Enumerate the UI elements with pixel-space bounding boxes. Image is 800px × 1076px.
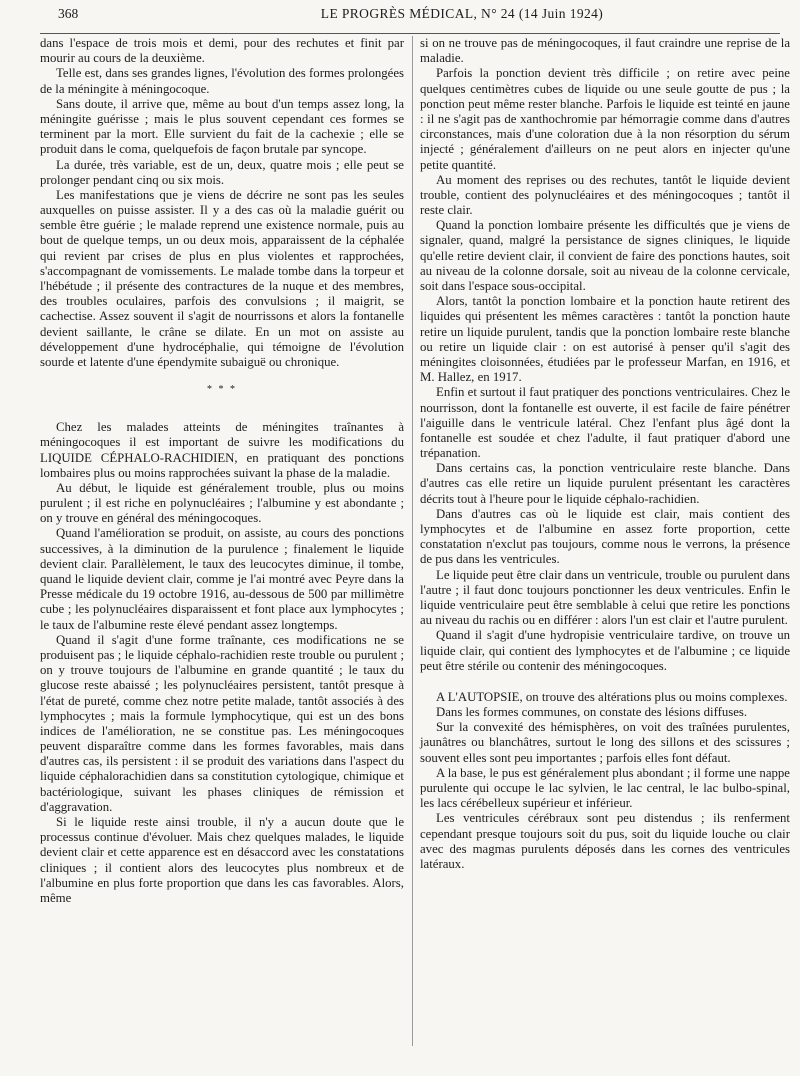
paragraph: dans l'espace de trois mois et demi, pour des rechutes et finit par mourir au cours de la deuxième. [40,36,404,66]
paragraph: Quand il s'agit d'une hydropisie ventriculaire tardive, on trouve un liquide clair, qui contient des lymphocytes et de l'albumine ; ce liquide peut être stérile ou contenir des méningocoques. [420,628,790,673]
left-column [40,36,404,906]
paragraph: Dans les formes communes, on constate des lésions diffuses. [436,705,748,720]
section-gap [420,674,790,690]
paragraph: Quand l'amélioration se produit, on assiste, au cours des ponctions successives, à la diminution de la purulence ; finalement le liquide devient clair. Parallèlement, le taux des leucocytes diminue, il tombe, quand le liquide devient clair, comme je l'ai montré avec Peyre dans la Presse médicale du 19 octobre 1916, au-dessous de 500 par millimètre cube ; les polynucléaires disparaissent et font place aux lymphocytes ; le taux de l'albumine reste élevé pendant assez longtemps. [40,526,404,632]
paragraph: Le liquide peut être clair dans un ventricule, trouble ou purulent dans l'autre ; il faut donc toujours ponctionner les deux ventricules. Enfin le liquide ventriculaire peut être semblable à celui que retire les ponctions au niveau du rachis ou en différer : alors l'un est clair et l'autre purulent. [420,567,790,628]
paragraph: Parfois la ponction devient très difficile ; on retire avec peine quelques centimètres cubes de liquide ou une seule goutte de pus ; la ponction peut même rester blanche. Parfois le liquide est teinté en jaune : il ne s'agit pas de xanthochromie par hémorragie comme dans d'autres circonstances, mais d'une coloration due à la non résorption du sérum injecté ; généralement d'ailleurs on ne peut alors en injecter qu'une petite quantité. [420,66,790,172]
column-divider [412,36,413,1046]
paragraph: Quand la ponction lombaire présente les difficultés que je viens de signaler, quand, malgré la persistance de signes cliniques, le liquide qu'elle retire devient clair, il convient de faire des ponctions hautes, soit au niveau de la colonne dorsale, soit au niveau de la colonne cervicale, soit dans l'espace sous-occipital. [420,218,790,293]
paragraph: A la base, le pus est généralement plus abondant ; il forme une nappe purulente qui occupe le lac sylvien, le lac central, le lac bulbo-spinal, les lacs cérébelleux supérieur et inférieur. [420,765,790,811]
right-column [420,36,790,872]
paragraph: Dans certains cas, la ponction ventriculaire reste blanche. Dans d'autres cas elle retire un liquide purulent présentant les caractères décrits tout à l'heure pour le liquide céphalo-rachidien. [420,461,790,506]
paragraph: Au moment des reprises ou des rechutes, tantôt le liquide devient trouble, contient des polynucléaires et des méningocoques ; tantôt il reste clair. [420,172,790,218]
paragraph: Chez les malades atteints de méningites traînantes à méningocoques il est important de suivre les modifications du LIQUIDE CÉPHALO-RACHIDIEN, en pratiquant des ponctions lombaires plus ou moins rapprochées suivant la phase de la maladie. [40,420,404,480]
paragraph: Alors, tantôt la ponction lombaire et la ponction haute retirent des liquides qui présentent les mêmes caractères : tantôt la ponction haute retire un liquide purulent, tandis que la ponction lombaire reste blanche ou retire un liquide clair : on est autorisé à penser qu'il s'agit des méningites cloisonnées, étudiées par le professeur Marfan, en 1916, et M. Hallez, en 1917. [420,294,790,385]
paragraph: Quand il s'agit d'une forme traînante, ces modifications ne se produisent pas ; le liquide céphalo-rachidien reste trouble ou purulent ; on y trouve toujours de l'albumine en grande quantité ; le taux du glucose reste abaissé ; les polynucléaires persistent, tantôt presque à l'état de pureté, comme chez notre petite malade, tantôt associés à des lymphocytes ; mais la formule lymphocytique, qui est un des bons indices de l'amélioration, ne se constitue pas. Les méningocoques peuvent disparaître comme dans les formes favorables, mais dans d'autres cas, ils persistent : il se produit des variations dans l'aspect du liquide céphalorachidien dans sa constitution cytologique, chimique et bactériologique, suivant les phases cliniques de rémission et d'aggravation. [40,632,404,814]
running-title: LE PROGRÈS MÉDICAL, N° 24 (14 Juin 1924) [320,6,604,21]
paragraph: Sans doute, il arrive que, même au bout d'un temps assez long, la méningite guérisse ; mais le plus souvent cependant ces formes se terminent par la mort. Elle survient du fait de la cachexie ; elle se produit dans le coma, quelquefois de façon brutale par syncope. [40,96,404,157]
paragraph: Enfin et surtout il faut pratiquer des ponctions ventriculaires. Chez le nourrisson, dont la fontanelle est ouverte, il est facile de faire pénétrer l'aiguille dans le ventricule latéral. Chez l'enfant plus âgé dont la fontanelle est soudée et chez l'adulte, il faut pratiquer d'abord une trépanation. [420,385,790,461]
page-header [58,4,776,30]
paragraph: Dans d'autres cas où le liquide est clair, mais contient des lymphocytes et de l'albumine en assez forte proportion, cette constatation n'exclut pas toujours, comme nous le verrons, la présence de pus dans les ventricules. [420,506,790,567]
paragraph: Si le liquide reste ainsi trouble, il n'y a aucun doute que le processus continue d'évoluer. Mais chez quelques malades, le liquide devient clair et cette apparence est en désaccord avec les constatations cliniques ; il contient alors des leucocytes plus nombreux et de l'albumine en plus forte proportion que dans les cas favorables. Alors, même [40,815,404,905]
paragraph: Telle est, dans ses grandes lignes, l'évolution des formes prolongées de la méningite à méningocoque. [40,66,404,96]
header-rule [40,33,780,34]
paragraph: La durée, très variable, est de un, deux, quatre mois ; elle peut se prolonger pendant cinq ou six mois. [40,157,404,187]
paragraph: Au début, le liquide est généralement trouble, plus ou moins purulent ; il est riche en polynucléaires ; l'albumine y est abondante ; on y trouve en général des méningocoques. [40,480,404,526]
paragraph: Les manifestations que je viens de décrire ne sont pas les seules auxquelles on puisse assister. Il y a des cas où la maladie guérit ou semble être guérie ; le malade reprend une existence normale, puis au bout de quelque temps, un ou deux mois, apparaissent de la céphalée qui revient par crises de plus en plus violentes et rapprochées, s'accompagnant de vomissements. Le malade tombe dans la torpeur et l'hébétude ; il présente des contractures de la nuque et des membres, des troubles oculaires, parfois des convulsions ; il maigrit, se cachectise. Assez souvent il s'agit de nourrissons et alors la fontanelle devient saillante, le crâne se dilate. En un mot on assiste au développement d'une hydrocéphalie, qui témoigne de l'évolution sourde et latente d'une épendymite subaiguë ou chronique. [40,187,404,369]
page-number: 368 [58,6,79,21]
section-separator: * * * [207,384,237,396]
paragraph: Sur la convexité des hémisphères, on voit des traînées purulentes, jaunâtres ou blanchâtres, surtout le long des sillons et des scissures ; souvent elles sont peu importantes ; parfois elles font défaut. [420,720,790,765]
paragraph: Les ventricules cérébraux sont peu distendus ; ils renferment cependant presque toujours soit du pus, soit du liquide louche ou clair avec des magmas purulents déposés dans les cornes des ventricules latéraux. [420,811,790,871]
paragraph: A L'AUTOPSIE, on trouve des altérations plus ou moins complexes. [436,689,788,704]
paragraph: si on ne trouve pas de méningocoques, il faut craindre une reprise de la maladie. [420,36,790,66]
